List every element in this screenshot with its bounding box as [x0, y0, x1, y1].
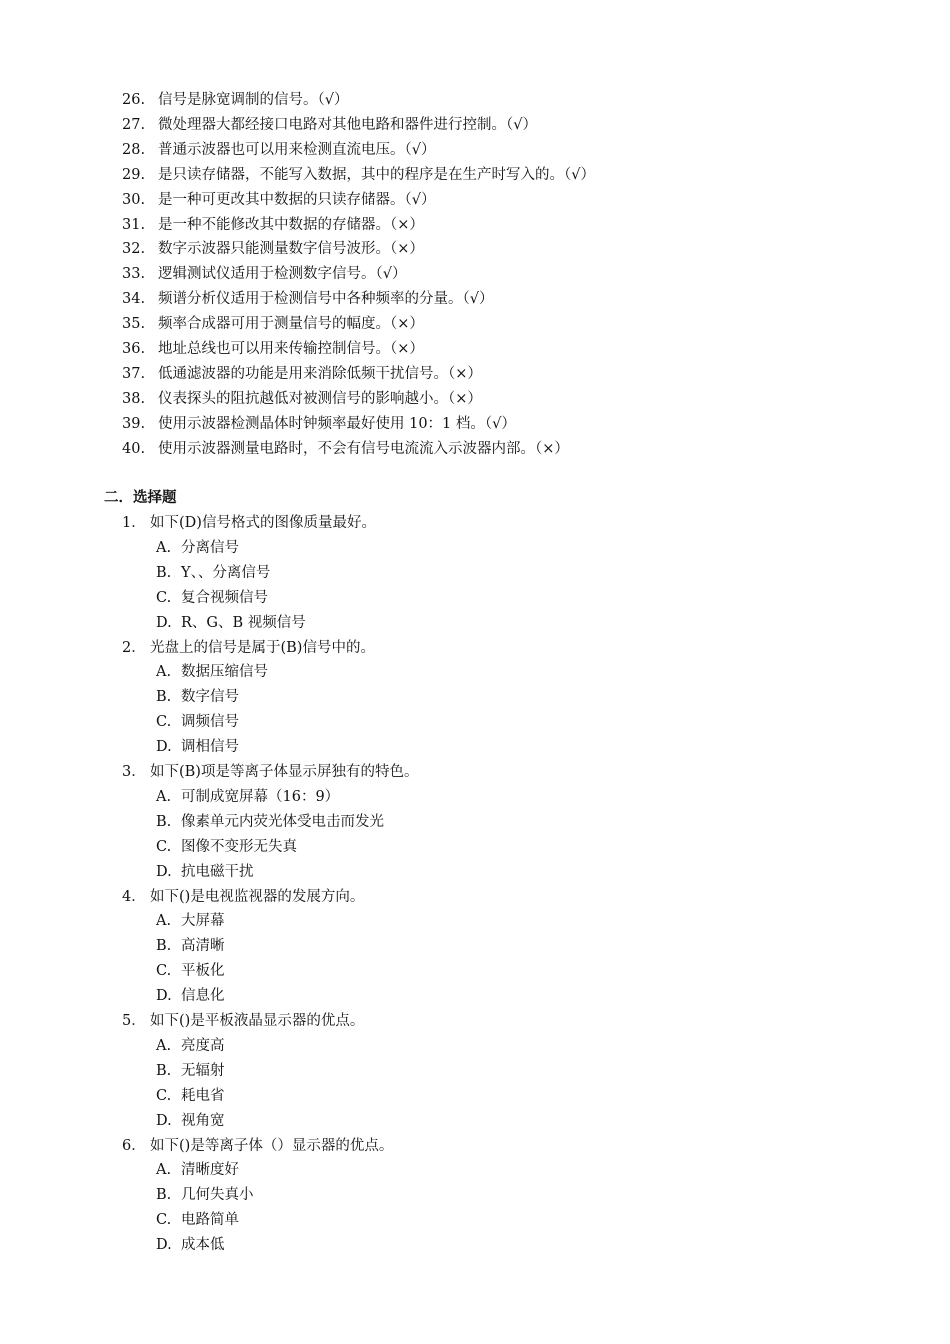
option-item	[156, 1086, 225, 1106]
option-text: 调相信号	[181, 739, 239, 756]
option-item	[156, 737, 239, 757]
question-text: 如下(B)项是等离子体显示屏独有的特色。	[150, 764, 419, 780]
option-letter: B.	[156, 689, 172, 706]
question-number: 2．	[122, 639, 146, 656]
item-text: 微处理器大都经接口电路对其他电路和器件进行控制。（√）	[158, 116, 537, 133]
option-item	[156, 1036, 225, 1056]
option-letter: A.	[156, 1162, 172, 1179]
item-text: 频率合成器可用于测量信号的幅度。（×）	[158, 316, 424, 333]
item-number: 32.	[122, 241, 146, 258]
option-text: 大屏幕	[181, 913, 225, 930]
judgement-item	[122, 239, 424, 259]
question-number: 3．	[122, 764, 146, 780]
judgement-item	[122, 364, 482, 384]
option-letter: A.	[156, 539, 172, 556]
option-letter: B.	[156, 813, 172, 830]
option-text: 数字信号	[181, 689, 239, 706]
option-letter: D.	[156, 863, 172, 880]
question-number: 1．	[122, 515, 146, 531]
item-number: 31.	[122, 216, 146, 233]
option-letter: A.	[156, 1037, 172, 1054]
option-letter: A.	[156, 913, 172, 930]
option-letter: B.	[156, 1187, 172, 1204]
option-item	[156, 1160, 239, 1180]
option-item	[156, 712, 239, 732]
option-text: 图像不变形无失真	[181, 838, 297, 855]
option-text: 可制成宽屏幕（16：9）	[181, 788, 340, 805]
option-item	[156, 812, 384, 832]
item-text: 使用示波器检测晶体时钟频率最好使用 10：1 档。（√）	[158, 415, 516, 432]
option-text: 平板化	[181, 963, 225, 980]
option-letter: D.	[156, 988, 172, 1005]
option-text: 高清晰	[181, 938, 225, 955]
option-letter: C.	[156, 1212, 172, 1229]
option-item	[156, 1210, 239, 1230]
option-text: 亮度高	[181, 1037, 225, 1054]
question-text: 如下()是等离子体（）显示器的优点。	[150, 1137, 394, 1154]
item-number: 29.	[122, 166, 146, 183]
item-number: 37.	[122, 365, 146, 382]
option-item	[156, 1185, 254, 1205]
item-number: 33.	[122, 266, 146, 283]
item-number: 34.	[122, 291, 146, 308]
option-letter: C.	[156, 589, 172, 606]
option-letter: C.	[156, 838, 172, 855]
judgement-item	[122, 140, 436, 160]
option-item	[156, 787, 339, 807]
item-text: 数字示波器只能测量数字信号波形。（×）	[158, 241, 424, 258]
option-letter: D.	[156, 1237, 172, 1254]
option-text: R、G、B 视频信号	[181, 614, 306, 631]
judgement-item	[122, 389, 482, 409]
item-number: 30.	[122, 191, 146, 208]
option-letter: D.	[156, 739, 172, 756]
option-letter: C.	[156, 1087, 172, 1104]
option-text: 成本低	[181, 1237, 225, 1254]
question-item	[122, 638, 375, 658]
option-text: 调频信号	[181, 714, 239, 731]
item-number: 36.	[122, 341, 146, 357]
option-item	[156, 837, 297, 857]
option-text: 无辐射	[181, 1062, 225, 1079]
option-text: 视角宽	[181, 1112, 225, 1129]
question-item	[122, 887, 364, 907]
option-letter: A.	[156, 664, 172, 681]
item-text: 是一种不能修改其中数据的存储器。（×）	[158, 216, 424, 233]
item-text: 是一种可更改其中数据的只读存储器。（√）	[158, 191, 436, 208]
question-item	[122, 1136, 393, 1156]
item-number: 40.	[122, 440, 146, 457]
option-text: 电路简单	[181, 1212, 239, 1229]
judgement-item	[122, 190, 436, 210]
question-item	[122, 1011, 364, 1031]
option-item	[156, 1061, 225, 1081]
item-number: 26.	[122, 92, 146, 108]
item-text: 使用示波器测量电路时，不会有信号电流流入示波器内部。（×）	[158, 440, 569, 457]
item-text: 频谱分析仪适用于检测信号中各种频率的分量。（√）	[158, 291, 494, 308]
option-item	[156, 961, 225, 981]
option-letter: A.	[156, 788, 172, 805]
option-text: Y、、分离信号	[181, 564, 271, 581]
option-text: 信息化	[181, 988, 225, 1005]
judgement-item	[122, 215, 424, 235]
option-text: 耗电省	[181, 1087, 225, 1104]
question-item	[122, 762, 418, 782]
option-letter: D.	[156, 1112, 172, 1129]
option-item	[156, 862, 254, 882]
judgement-item	[122, 90, 349, 110]
option-item	[156, 662, 268, 682]
question-number: 6．	[122, 1137, 146, 1154]
section-title: 二．选择题	[104, 490, 177, 506]
question-text: 如下()是电视监视器的发展方向。	[150, 888, 365, 905]
judgement-item	[122, 115, 537, 135]
question-number: 4．	[122, 888, 146, 905]
item-number: 28.	[122, 141, 146, 158]
option-text: 抗电磁干扰	[181, 863, 254, 880]
judgement-item	[122, 314, 424, 334]
option-item	[156, 613, 306, 633]
item-text: 信号是脉宽调制的信号。（√）	[158, 92, 349, 108]
option-text: 清晰度好	[181, 1162, 239, 1179]
option-item	[156, 936, 225, 956]
option-item	[156, 986, 225, 1006]
judgement-item	[122, 165, 595, 185]
judgement-item	[122, 289, 494, 309]
item-number: 38.	[122, 390, 146, 407]
option-item	[156, 538, 239, 558]
item-number: 27.	[122, 116, 146, 133]
option-item	[156, 1111, 225, 1131]
option-item	[156, 687, 239, 707]
question-text: 如下(D)信号格式的图像质量最好。	[150, 515, 376, 531]
option-item	[156, 1235, 225, 1255]
question-text: 光盘上的信号是属于(B)信号中的。	[150, 639, 375, 656]
item-number: 35.	[122, 316, 146, 333]
judgement-item	[122, 414, 516, 434]
option-item	[156, 588, 268, 608]
option-item	[156, 911, 225, 931]
item-number: 39.	[122, 415, 146, 432]
question-item	[122, 513, 376, 533]
option-letter: B.	[156, 564, 172, 581]
option-letter: D.	[156, 614, 172, 631]
item-text: 逻辑测试仪适用于检测数字信号。（√）	[158, 266, 407, 283]
judgement-item	[122, 339, 424, 359]
option-letter: C.	[156, 714, 172, 731]
option-text: 几何失真小	[181, 1187, 254, 1204]
item-text: 仪表探头的阻抗越低对被测信号的影响越小。（×）	[158, 390, 482, 407]
option-letter: B.	[156, 1062, 172, 1079]
item-text: 普通示波器也可以用来检测直流电压。（√）	[158, 141, 436, 158]
question-number: 5．	[122, 1013, 146, 1029]
judgement-item	[122, 439, 569, 459]
option-letter: B.	[156, 938, 172, 955]
option-text: 分离信号	[181, 539, 239, 556]
judgement-item	[122, 264, 407, 284]
option-letter: C.	[156, 963, 172, 980]
option-item	[156, 563, 270, 583]
option-text: 像素单元内荧光体受电击而发光	[181, 813, 384, 830]
item-text: 是只读存储器，不能写入数据，其中的程序是在生产时写入的。（√）	[158, 166, 595, 183]
item-text: 低通滤波器的功能是用来消除低频干扰信号。（×）	[158, 365, 482, 382]
option-text: 数据压缩信号	[181, 664, 268, 681]
question-text: 如下()是平板液晶显示器的优点。	[150, 1013, 365, 1029]
item-text: 地址总线也可以用来传输控制信号。（×）	[158, 341, 424, 357]
option-text: 复合视频信号	[181, 589, 268, 606]
